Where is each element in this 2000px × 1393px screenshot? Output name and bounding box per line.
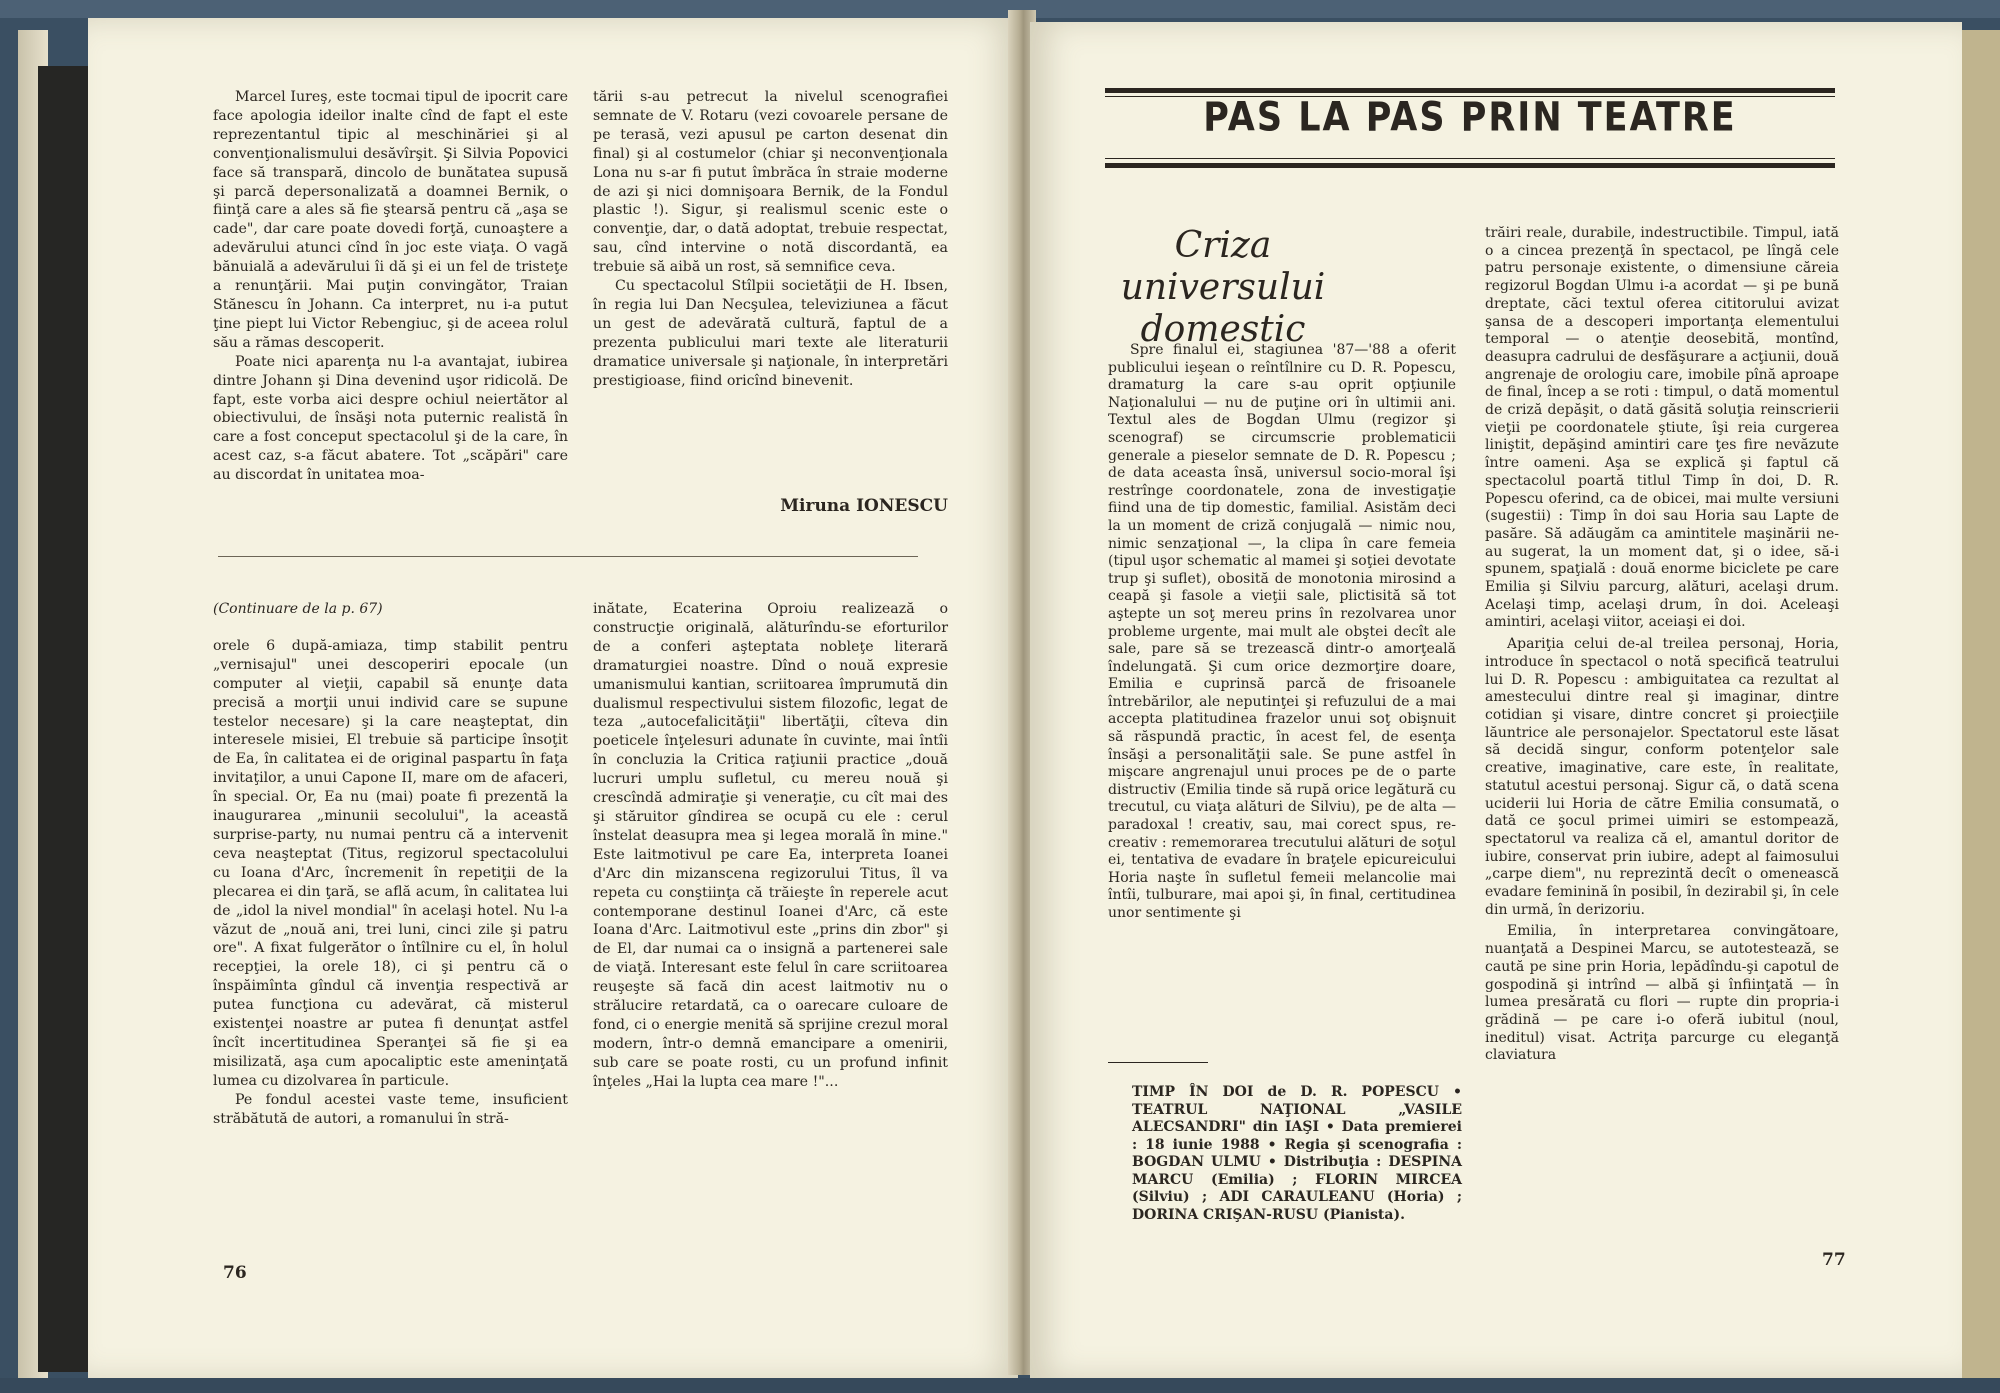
paragraph: trăiri reale, durabile, indestructibile. Timpul, iată o a cincea prezenţă în spectacol, pe lîngă cele patru personaje existente, o dimensiune căreia regizorul Bogdan Ulmu i-a acordat — şi pe bună dreptate, căci textul oferea cititorului avizat şansa de a descoperi importanţa elementului temporal — o atenţie deosebită, montînd, deasupra cadrului de desfăşurare a acţiunii, două angrenaje de orologiu care, imobile pînă aproape de final, încep a se roti : timpul, o dată momentul de criză depăşit, o dată găsită soluţia reinscrierii vieţii pe coordonatele ştiute, îşi reia curgerea liniştit, depăşind amintiri care ţes fire nevăzute între oameni. Aşa se explică şi faptul că spectacolul poartă titlul Timp în doi, D. R. Popescu oferind, ca de obicei, mai multe versiuni (sugestii) : Timp în doi sau Horia sau Lapte de pasăre. Să adăugăm ca amintitele maşinării ne-au sugerat, la un moment dat, şi o idee, să-i spunem, spaţială : două enorme biciclete pe care Emilia şi Silviu parcurg, alături, acelaşi drum. Acelaşi timp, acelaşi drum, în doi. Aceleaşi amintiri, acelaşi viitor, aceiaşi ei doi.	[1485, 225, 1839, 631]
desk-bottom-edge	[0, 1378, 2000, 1393]
left-page	[88, 18, 1018, 1380]
right-page-left-column	[1108, 342, 1456, 923]
signature: Miruna IONESCU	[780, 496, 948, 516]
paragraph: Spre finalul ei, stagiunea '87—'88 a oferit publicului ieşean o reîntîlnire cu D. R. Popescu, dramaturg la care s-au oprit opţiunile Naţionalului — nu de puţine ori în ultimii ani. Textul ales de Bogdan Ulmu (regizor şi scenograf) se circumscrie problematicii generale a pieselor semnate de D. R. Popescu ; de data aceasta însă, universul socio-moral îşi restrînge coordonatele, zona de investigaţie fiind una de tip domestic, familial. Asistăm deci la un moment de criză conjugală — nimic nou, nimic senzaţional —, la clipa în care femeia (tipul uşor schematic al mamei şi soţiei devotate trup şi suflet), obosită de monotonia mirosind a ceapă şi fasole a vieţii sale, plictisită să tot aştepte un soţ mereu prins în rezolvarea unor probleme urgente, mai mult ale obştei decît ale sale, pare să se trezească dintr-o amorţeală îndelungată. Şi cum orice dezmorţire doare, Emilia e cuprinsă parcă de frisoanele întrebărilor, ale neputinţei şi refuzului de a mai accepta platitudinea frazelor unui soţ obişnuit să răspundă practic, în acest fel, de esenţa însăşi a personalităţii sale. Se pune astfel în mişcare angrenajul unui proces pe de o parte distructiv (Emilia tinde să rupă orice legătură cu trecutul, cu viaţa alături de Silviu), pe de alta — paradoxal ! creativ, sau, mai corect spus, re-creativ : rememorarea trecutului alături de soţul ei, tentativa de evadare în braţele epicureicului Horia naşte în sufletul femeii melancolie mai întîi, tulburare, mai apoi şi, în final, certitudinea unor sentimente şi	[1108, 342, 1456, 921]
section-divider	[218, 556, 918, 557]
paragraph: Marcel Iureş, este tocmai tipul de ipocrit care face apologia ideilor inalte cînd de fapt el este reprezentantul tipic al meschinăriei şi al convenţionalismului desăvîrşit. Şi Silvia Popovici face să transpară, dincolo de bunătatea supusă şi parcă depersonalizată a doamnei Bernik, o fiinţă care a ales să fie ştearsă pentru că „aşa se cade", dar care poate dovedi forţă, cunoaştere a adevărului atunci cînd în joc este viaţa. O vagă bănuială a adevărului îi dă şi ei un fel de tristeţe a renunţării. Mai puţin convingător, Traian Stănescu în Johann. Ca interpret, nu i-a putut ţine piept lui Victor Rebengiuc, şi de aceea rolul său a rămas descoperit.	[213, 89, 568, 351]
paragraph: Emilia, în interpretarea convingătoare, nuanţată a Despinei Marcu, se autotestează, se caută pe sine prin Horia, lepădîndu-şi capotul de gospodină şi intrînd — albă şi înfiinţată — în lumea presărată cu flori — rupte din propria-i grădină — pe care i-o oferă iubitul (noul, ineditul) visat. Actriţa parcurge cu eleganţă claviatura	[1485, 923, 1839, 1064]
paragraph: Apariţia celui de-al treilea personaj, Horia, introduce în spectacol o notă specifică teatrului lui D. R. Popescu : ambiguitatea ca rezultat al amestecului dintre real şi imaginar, dintre cotidian şi visare, dintre concret şi proiecţiile lăuntrice ale personajelor. Spectatorul este lăsat să decidă singur, conform potenţelor sale creative, imaginative, care este, în realitate, statutul acestui personaj. Sigur că, o dată scena uciderii lui Horia de către Emilia consumată, o dată ce şocul primei uimiri se estompează, spectatorul va realiza că el, amantul doritor de iubire, conservat prin iubire, adept al faimosului „carpe diem", nu reprezintă decît o omenească evadare feminină în posibil, în dezirabil şi, în cele din urmă, în derizoriu.	[1485, 636, 1839, 918]
continuation-note: (Continuare de la p. 67)	[213, 601, 383, 617]
page-number: 76	[223, 1263, 247, 1283]
paragraph: orele 6 după-amiaza, timp stabilit pentru „vernisajul" unei descoperiri epocale (un computer al vieţii, capabil să enunţe data precisă a morţii unui individ care se supune testelor necesare) şi la care neaşteptat, din interesele misiei, El trebuie să participe însoţit de Ea, în calitatea ei de original paspartu în faţa invitaţilor, a unui Capone II, mare om de afaceri, în special. Or, Ea nu (mai) poate fi prezentă la inaugurarea „minunii secolului", la această surprise-party, nu numai pentru că a intervenit ceva neaşteptat (Titus, regizorul spectacolului cu Ioana d'Arc, încremenit în repetiţii de la plecarea ei din ţară, se află acum, în calitatea lui de „idol la nivel mondial" în acelaşi hotel. Nu l-a văzut de „nouă ani, trei luni, cinci zile şi patru ore". A fixat fulgerător o întîlnire cu el, în holul recepţiei, la orele 18), ci şi pentru că o înspăimînta gîndul că invenţia respectivă ar putea funcţiona cu adevărat, că misterul existenţei noastre ar putea fi denunţat astfel încît incertitudinea Speranţei să fie şi ea misilizată, aşa cum apocaliptic este ameninţată lumea cu dizolvarea în particule.	[213, 637, 568, 1089]
banner-rule-bottom-thin	[1105, 158, 1835, 159]
right-page-right-column	[1485, 225, 1839, 1065]
bottom-left-column	[213, 600, 568, 1128]
paragraph: inătate, Ecaterina Oproiu realizează o construcţie originală, alăturîndu-se eforturilor de a conferi aşteptata nobleţe literară dramaturgiei noastre. Dînd o nouă expresie umanismului kantian, scriitoarea împrumută din dualismul respectivului sistem filozofic, legat de teza „autocefalicităţii" libertăţii, cîteva din poeticele înţelesuri adunate în cuvinte, mai întîi în concluzia la Critica raţiunii practice „două lucruri umplu sufletul, cu mereu nouă şi crescîndă admiraţie şi veneraţie, cu cît mai des şi stăruitor gîndirea se ocupă cu ele : cerul înstelat deasupra mea şi legea morală în mine." Este laitmotivul pe care Ea, interpreta Ioanei d'Arc din mizanscena regizorului Titus, îl va repeta cu conştiinţa că trăieşte în reperele acut contemporane destinul Ioanei d'Arc, că este Ioana d'Arc. Laitmotivul este „prins din zbor" şi de El, dar numai ca o insignă a partenerei sale de viaţă. Interesant este felul în care scriitoarea reuşeşte să facă din acest laitmotiv nu o strălucire retardată, ca o oarecare culoare de fond, ci o energie menită să sprijine crezul moral modern, într-o demnă emancipare a omenirii, sub care se poate rosti, cu un profund infinit înţeles „Hai la lupta cea mare !"...	[593, 601, 948, 1090]
article-title-line1: Criza universului	[1120, 225, 1326, 308]
section-banner: PAS LA PAS PRIN TEATRE	[1203, 95, 1737, 141]
desk-edge	[0, 0, 2000, 18]
top-left-column	[213, 88, 568, 485]
paragraph: Pe fondul acestei vaste teme, insuficient străbătută de autori, a romanului în stră-	[213, 1091, 568, 1127]
credits-rule	[1108, 1062, 1208, 1063]
banner-rule-bottom	[1105, 163, 1835, 168]
paragraph: tării s-au petrecut la nivelul scenografiei semnate de V. Rotaru (vezi covoarele persane de pe terasă, vezi apusul pe carton desenat din final) şi al costumelor (chiar şi neconvenţionala Lona nu s-ar fi putut îmbrăca în straie moderne de azi şi nici domnişoara Bernik, de la Fondul plastic !). Sigur, şi realismul scenic este o convenţie, dar, o dată adoptat, trebuie respectat, sau, cînd intervine o notă discordantă, ea trebuie să aibă un rost, să semnifice ceva.	[593, 89, 948, 276]
top-right-column	[593, 88, 948, 391]
desk-right-edge	[1962, 30, 2000, 1380]
paragraph: Poate nici aparenţa nu l-a avantajat, iubirea dintre Johann şi Dina devenind uşor ridicolă. De fapt, este vorba aici despre ochiul neiertător al obiectivului, de însăşi nota puternic realistă în care a fost conceput spectacolul şi de la care, în acest caz, s-a făcut abatere. Tot „scăpări" care au discordat în unitatea moa-	[213, 353, 568, 484]
page-number: 77	[1822, 1250, 1846, 1270]
article-title-line2: domestic	[1140, 309, 1306, 350]
bottom-right-column	[593, 600, 948, 1092]
banner-rule-top	[1105, 88, 1835, 93]
production-credits: TIMP ÎN DOI de D. R. POPESCU • TEATRUL NAŢIONAL „VASILE ALECSANDRI" din IAŞI • Data premierei : 18 iunie 1988 • Regia şi scenografia : BOGDAN ULMU • Distribuţia : DESPINA MARCU (Emilia) ; FLORIN MIRCEA (Silviu) ; ADI CARAULEANU (Horia) ; DORINA CRIŞAN-RUSU (Pianista).	[1132, 1084, 1462, 1223]
article-title	[1108, 225, 1338, 351]
paragraph: Cu spectacolul Stîlpii societăţii de H. Ibsen, în regia lui Dan Necşulea, televiziunea a făcut un gest de adevărată cultură, faptul de a prezenta publicului mari texte ale literaturii dramatice universale şi naţionale, în interpretări prestigioase, fiind oricînd binevenit.	[593, 278, 948, 389]
